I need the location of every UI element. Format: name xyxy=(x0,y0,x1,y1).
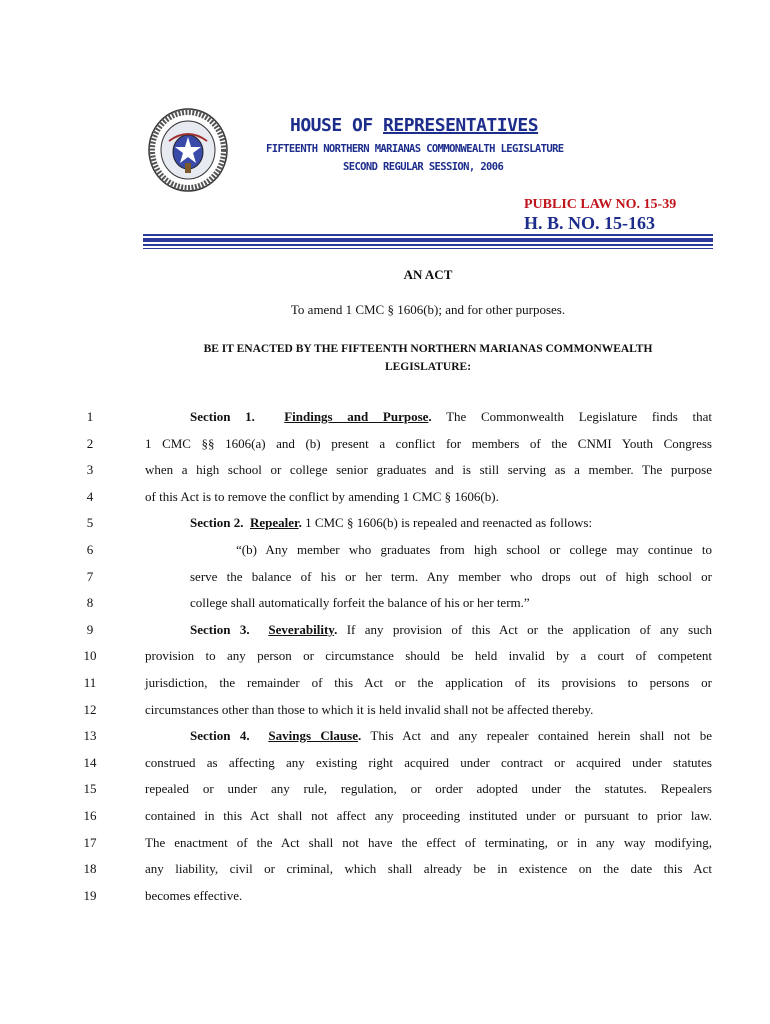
body-line: Section 1. Findings and Purpose. The Commonwealth Legislature finds that xyxy=(190,409,712,424)
section-text: This Act and any repealer contained herein shall not be xyxy=(361,728,712,743)
line-number: 13 xyxy=(83,728,97,743)
section-heading: Repealer xyxy=(249,515,299,530)
body-line: Section 2. Repealer. 1 CMC § 1606(b) is repealed and reenacted as follows: xyxy=(190,515,593,530)
body-line: becomes effective. xyxy=(145,888,243,903)
body-line: 1 CMC §§ 1606(a) and (b) present a conflict for members of the CNMI Youth Congress xyxy=(145,436,712,451)
house-title: HOUSE OF REPRESENTATIVES xyxy=(290,115,539,136)
section-number: Section 3. xyxy=(190,622,269,637)
body-line: “(b) Any member who graduates from high school or college may continue to xyxy=(236,542,712,557)
body-line: Section 3. Severability. If any provision of this Act or the application of any such xyxy=(190,622,712,637)
house-title-underlined-word: REPRESENTATIVES xyxy=(383,115,539,136)
section-number: Section 1. xyxy=(190,409,285,424)
body-line: serve the balance of his or her term. Any member who drops out of high school or xyxy=(190,569,712,584)
enacting-clause-line-1: BE IT ENACTED BY THE FIFTEENTH NORTHERN MARIANAS COMMONWEALTH xyxy=(203,343,653,355)
line-number: 8 xyxy=(86,595,94,610)
body-line: any liability, civil or criminal, which shall already be in existence on the date this Act xyxy=(145,861,712,876)
public-law-number: PUBLIC LAW NO. 15-39 xyxy=(524,197,677,212)
section-text: 1 CMC § 1606(b) is repealed and reenacted as follows: xyxy=(301,515,593,530)
enacting-clause-line-2: LEGISLATURE: xyxy=(384,361,472,373)
line-number: 7 xyxy=(86,569,94,584)
line-number: 11 xyxy=(83,675,97,690)
section-text: The Commonwealth Legislature finds that xyxy=(431,409,712,424)
body-line: provision to any person or circumstance should be held invalid by a court of competent xyxy=(145,648,712,663)
header-rule xyxy=(143,234,713,251)
section-number: Section 2. xyxy=(190,515,250,530)
body-line: contained in this Act shall not affect any proceeding instituted under or pursuant to prior law. xyxy=(145,808,712,823)
section-heading: Severability xyxy=(268,622,335,637)
line-number: 17 xyxy=(83,835,97,850)
section-heading: Savings Clause xyxy=(268,728,358,743)
section-number: Section 4. xyxy=(190,728,269,743)
line-number: 19 xyxy=(83,888,97,903)
line-number: 2 xyxy=(86,436,94,451)
body-line: when a high school or college senior graduates and is still serving as a member. The purpose xyxy=(145,462,712,477)
line-number: 12 xyxy=(83,702,97,717)
body-line: construed as affecting any existing right acquired under contract or acquired under statutes xyxy=(145,755,712,770)
line-number: 15 xyxy=(83,781,97,796)
body-line: college shall automatically forfeit the balance of his or her term.” xyxy=(190,595,530,610)
act-title: AN ACT xyxy=(403,267,453,282)
line-number: 5 xyxy=(86,515,94,530)
body-line: jurisdiction, the remainder of this Act or the application of its provisions to persons or xyxy=(145,675,712,690)
line-number: 16 xyxy=(83,808,97,823)
line-number: 14 xyxy=(83,755,97,770)
line-number: 18 xyxy=(83,861,97,876)
line-number: 9 xyxy=(86,622,94,637)
enacting-clause xyxy=(143,340,713,376)
body-line: of this Act is to remove the conflict by amending 1 CMC § 1606(b). xyxy=(145,489,499,504)
body-line: circumstances other than those to which it is held invalid shall not be affected thereby. xyxy=(145,702,594,717)
line-number: 6 xyxy=(86,542,94,557)
legislature-name: FIFTEENTH NORTHERN MARIANAS COMMONWEALTH LEGISLATURE xyxy=(266,143,564,155)
house-seal-emblem xyxy=(147,107,229,193)
body-line: Section 4. Savings Clause. This Act and any repealer contained herein shall not be xyxy=(190,728,712,743)
section-heading: Findings and Purpose xyxy=(284,409,429,424)
line-number: 1 xyxy=(86,409,94,424)
body-line: The enactment of the Act shall not have the effect of terminating, or in any way modifying, xyxy=(145,835,712,850)
line-number: 3 xyxy=(86,462,94,477)
body-line: repealed or under any rule, regulation, or order adopted under the statutes. Repealers xyxy=(145,781,712,796)
line-number: 10 xyxy=(83,648,97,663)
session-name: SECOND REGULAR SESSION, 2006 xyxy=(343,161,504,173)
section-text: If any provision of this Act or the application of any such xyxy=(337,622,712,637)
act-purpose: To amend 1 CMC § 1606(b); and for other purposes. xyxy=(290,302,566,317)
house-bill-number: H. B. NO. 15-163 xyxy=(524,213,656,233)
line-number: 4 xyxy=(86,489,94,504)
